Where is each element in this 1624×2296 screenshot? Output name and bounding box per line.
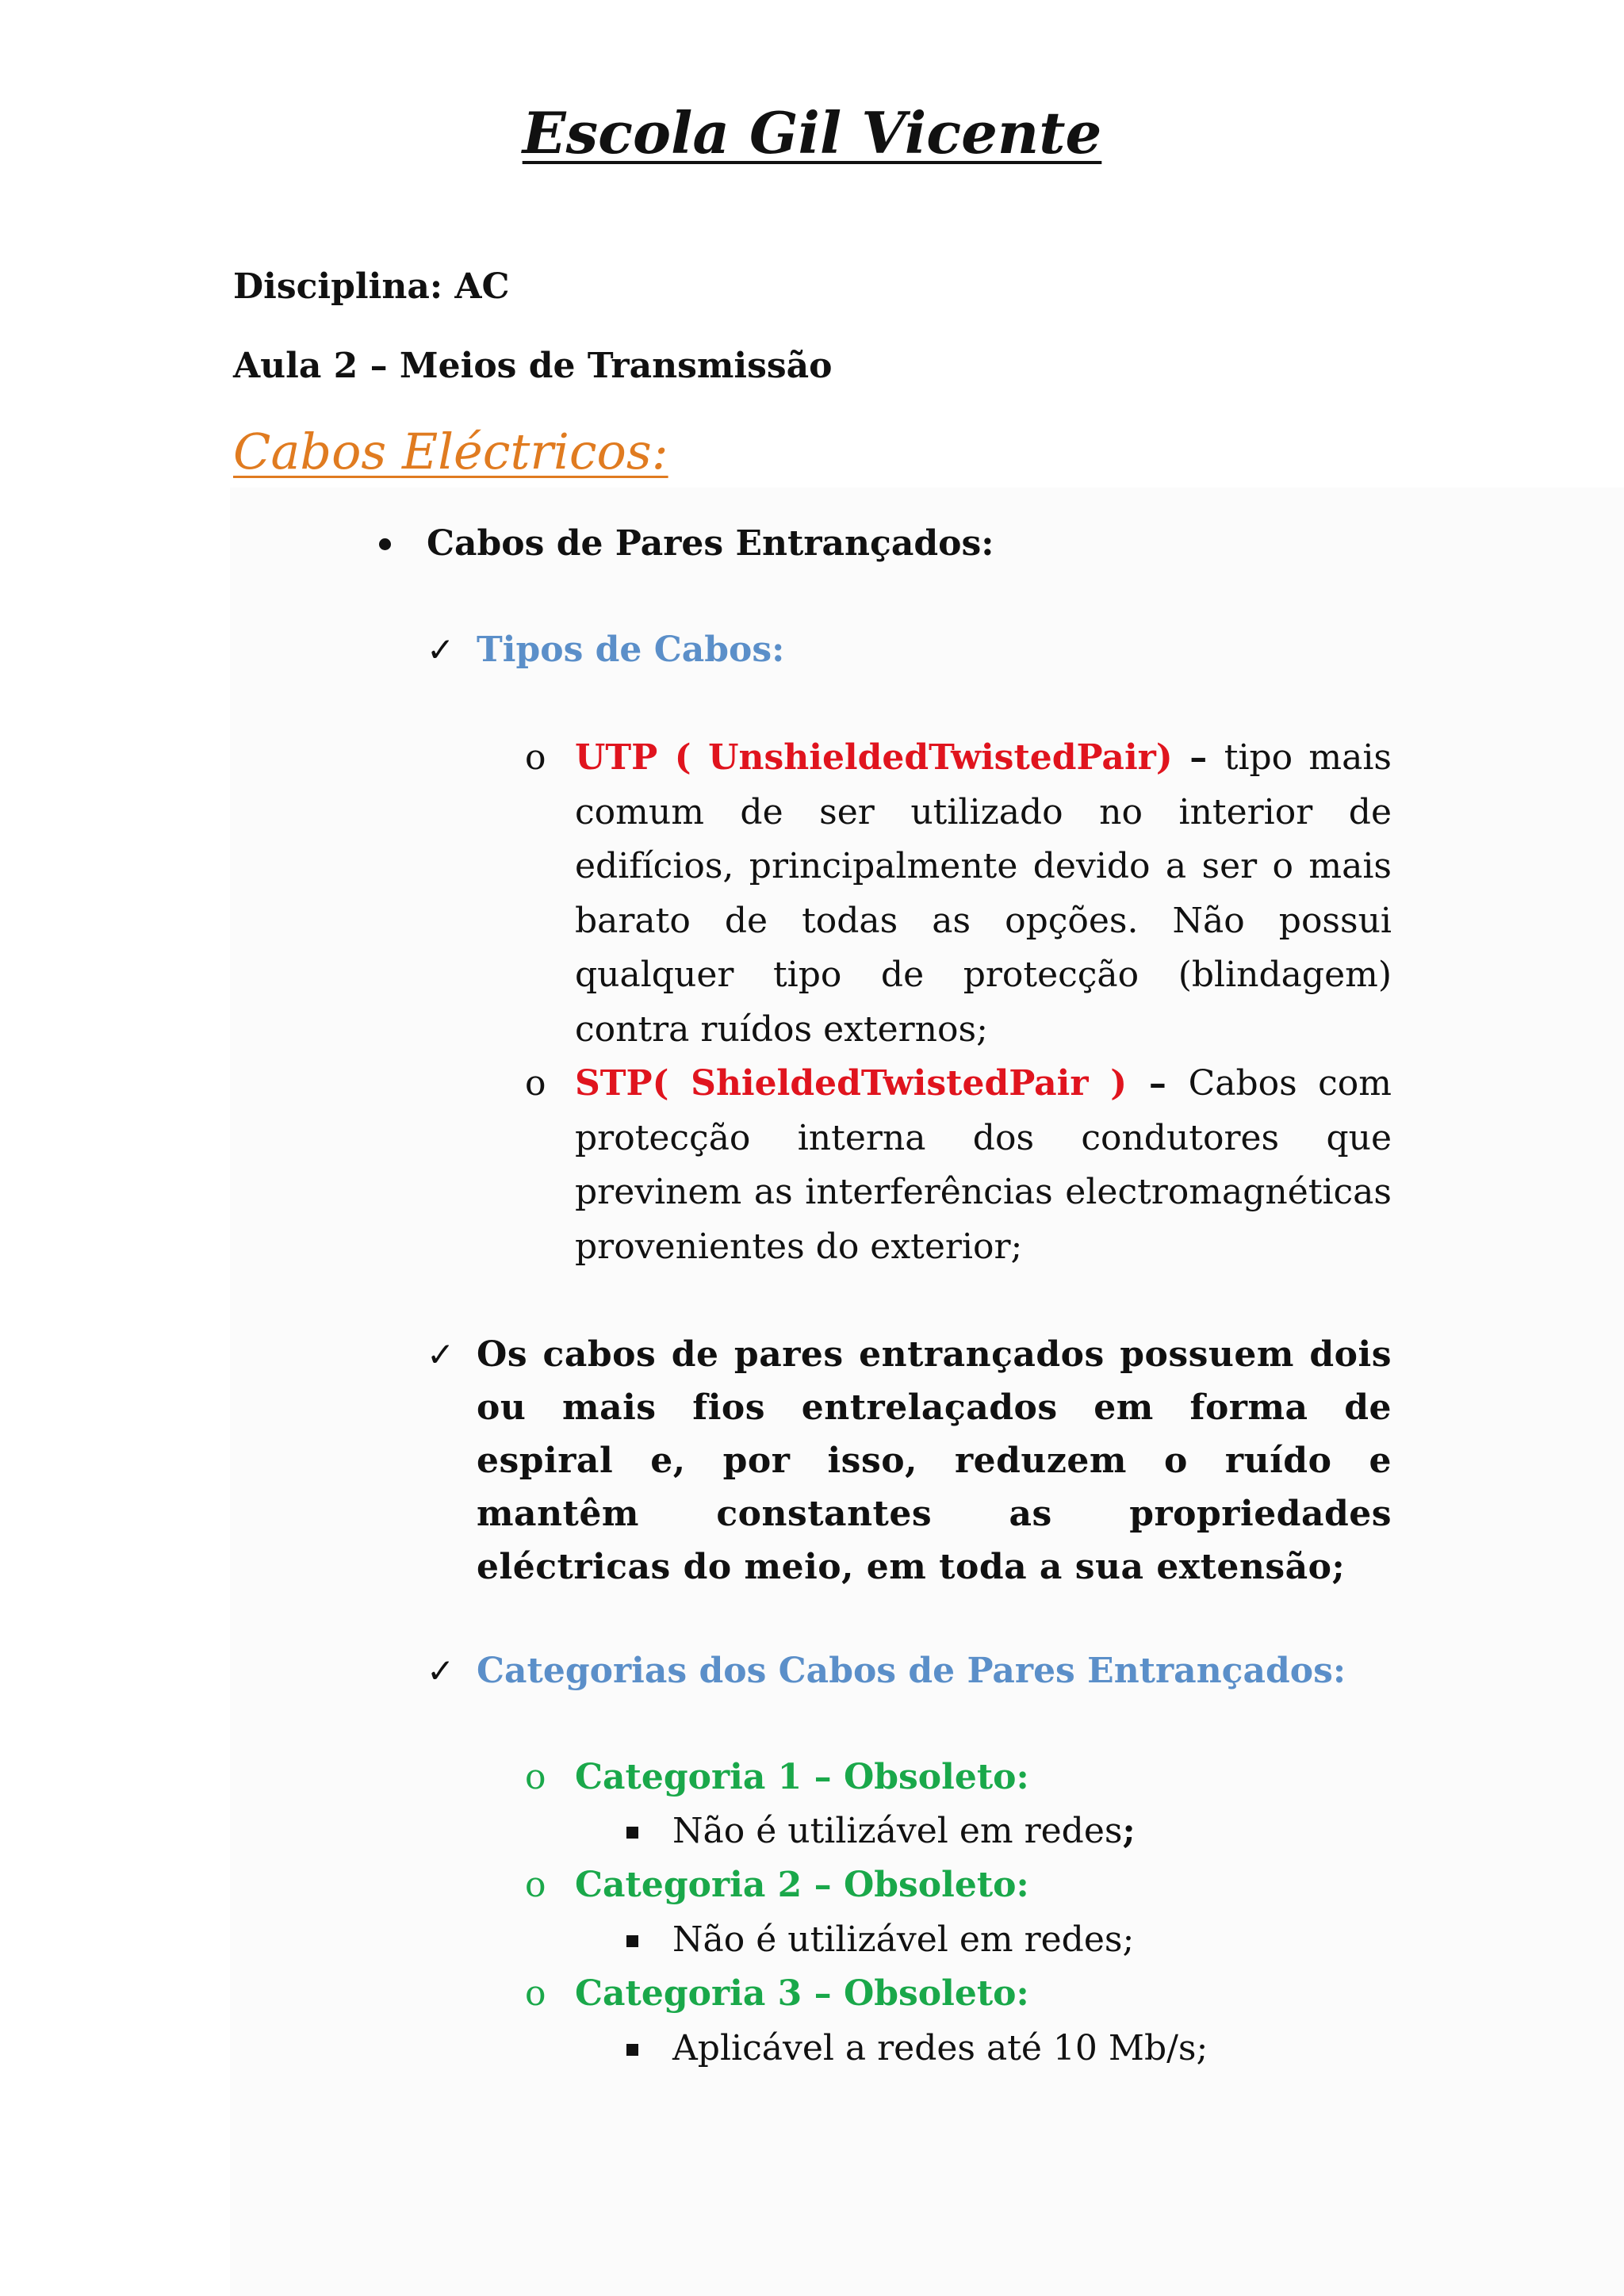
category-2-detail: Não é utilizável em redes; bbox=[672, 1919, 1135, 1960]
circle-bullet-icon: o bbox=[525, 1973, 546, 2014]
checkmark-icon: ✓ bbox=[427, 1335, 455, 1374]
school-title: Escola Gil Vicente bbox=[522, 99, 1102, 166]
category-3-detail: Aplicável a redes até 10 Mb/s; bbox=[672, 2028, 1208, 2068]
square-bullet-icon bbox=[626, 1827, 638, 1839]
category-1-detail bbox=[672, 1804, 1136, 1858]
circle-bullet-icon: o bbox=[525, 1757, 546, 1797]
main-bullet-text: Cabos de Pares Entrançados: bbox=[427, 523, 994, 564]
category-2-name: Categoria 2 – Obsoleto: bbox=[575, 1865, 1029, 1905]
checkmark-icon: ✓ bbox=[427, 1651, 455, 1690]
stp-text: Cabos com protecção interna dos condutores que previnem as interferências electromagnéticas provenientes do exterior; bbox=[575, 1063, 1392, 1267]
categories-heading: Categorias dos Cabos de Pares Entrançados: bbox=[477, 1651, 1346, 1691]
types-heading: Tipos de Cabos: bbox=[477, 629, 785, 670]
utp-item bbox=[575, 731, 1392, 1057]
section-title: Cabos Eléctricos: bbox=[233, 423, 668, 480]
circle-bullet-icon: o bbox=[525, 1865, 546, 1905]
stp-label: STP( ShieldedTwistedPair ) bbox=[575, 1063, 1128, 1104]
checkmark-icon: ✓ bbox=[427, 630, 455, 669]
stp-dash: – bbox=[1127, 1063, 1189, 1104]
lesson-line: Aula 2 – Meios de Transmissão bbox=[233, 346, 833, 386]
utp-label: UTP ( UnshieldedTwistedPair) bbox=[575, 737, 1173, 778]
square-bullet-icon bbox=[626, 2044, 638, 2056]
stp-item bbox=[575, 1057, 1392, 1274]
twisted-pair-note: Os cabos de pares entrançados possuem dois ou mais fios entrelaçados em forma de espiral e, por isso, reduzem o ruído e mantêm constantes as propriedades eléctricas do meio, em toda a sua extensão; bbox=[477, 1334, 1392, 1587]
square-bullet-icon bbox=[626, 1935, 638, 1947]
circle-bullet-icon: o bbox=[525, 737, 546, 778]
utp-text: tipo mais comum de ser utilizado no interior de edifícios, principalmente devido a ser o mais barato de todas as opções. Não possui qualquer tipo de protecção (blindagem) contra ruídos externos; bbox=[575, 737, 1392, 1050]
discipline-line: Disciplina: AC bbox=[233, 266, 510, 307]
category-1-detail-end: ; bbox=[1122, 1811, 1136, 1851]
category-1-detail-text: Não é utilizável em redes bbox=[672, 1811, 1123, 1851]
category-1-name: Categoria 1 – Obsoleto: bbox=[575, 1757, 1029, 1797]
utp-dash: – bbox=[1172, 737, 1224, 778]
circle-bullet-icon: o bbox=[525, 1063, 546, 1104]
category-3-name: Categoria 3 – Obsoleto: bbox=[575, 1973, 1029, 2014]
bullet-dot-icon bbox=[379, 538, 391, 550]
